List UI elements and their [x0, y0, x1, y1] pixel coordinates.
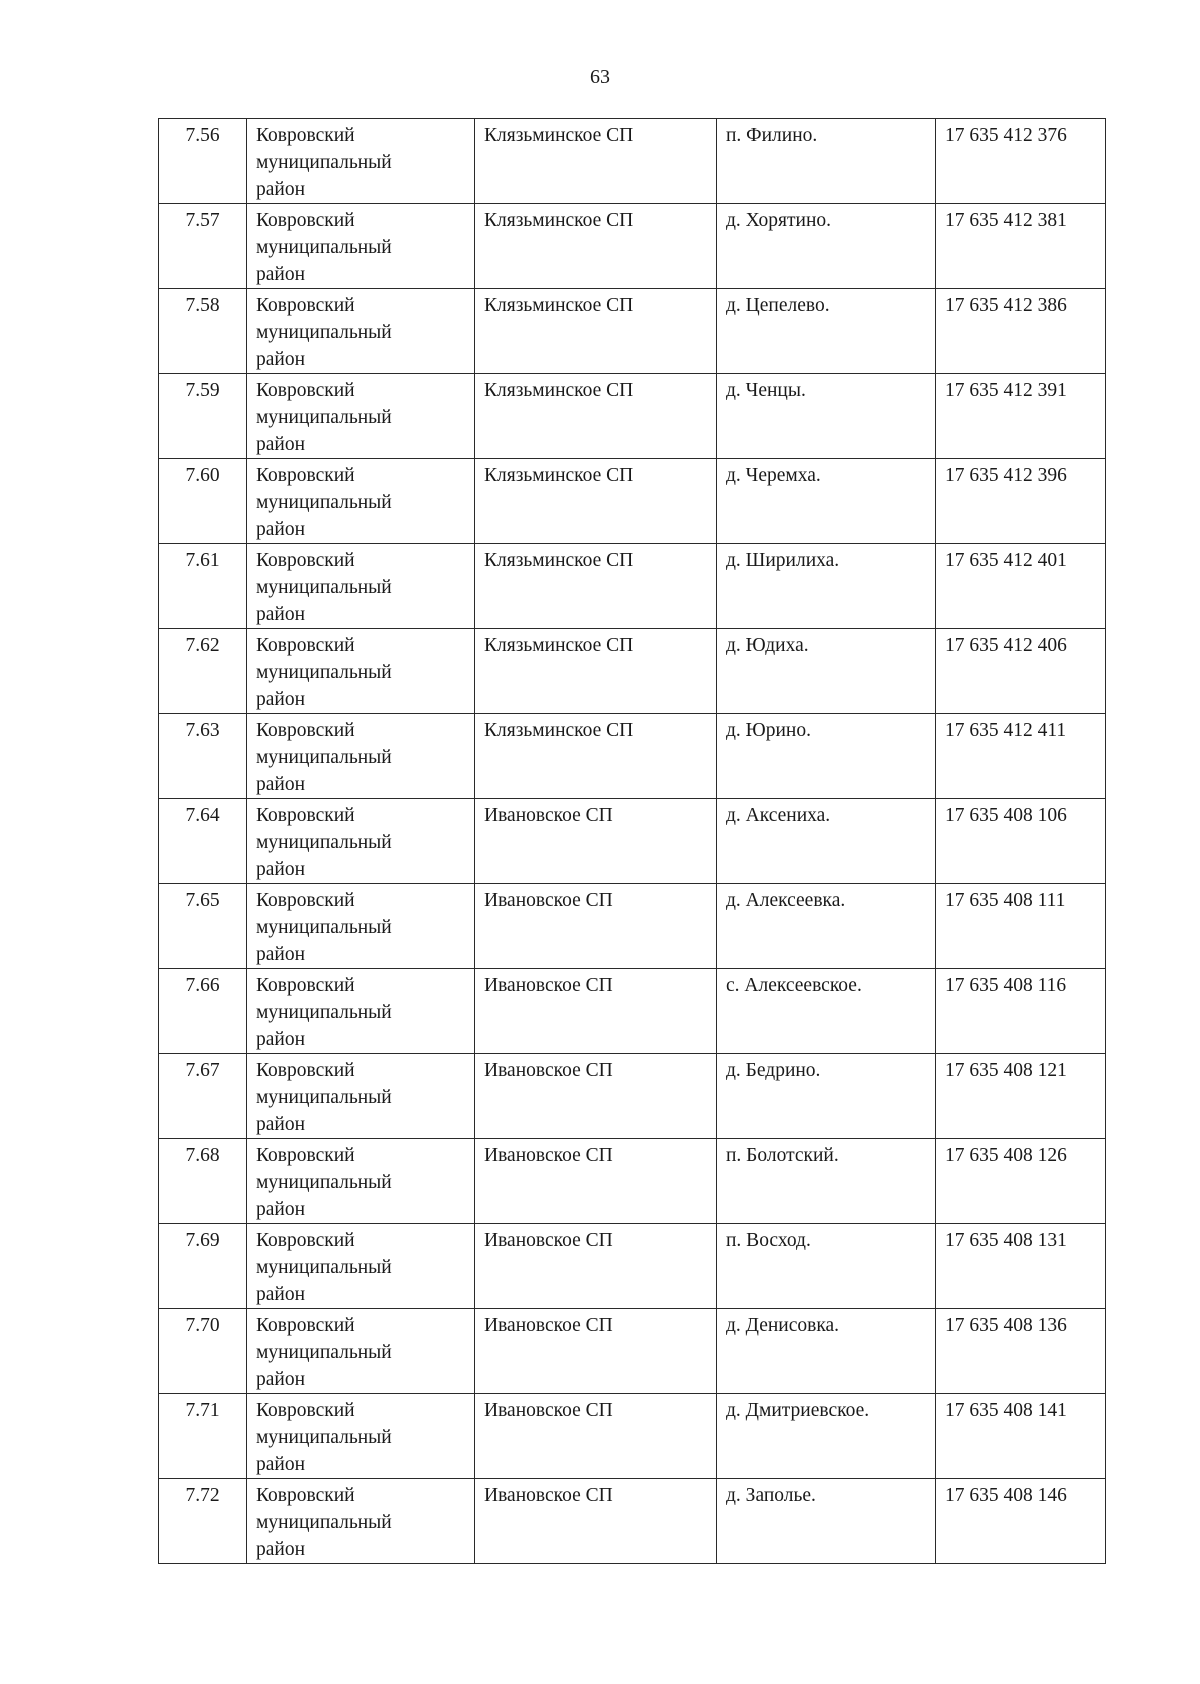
row-number-cell: 7.71: [159, 1394, 247, 1479]
oktmo-code-cell: 17 635 408 116: [936, 969, 1106, 1054]
district-line: район: [256, 859, 306, 880]
oktmo-code-cell: 17 635 412 396: [936, 459, 1106, 544]
row-number-cell: 7.66: [159, 969, 247, 1054]
district-line: Ковровский: [256, 1145, 355, 1166]
district-cell: [247, 714, 475, 799]
oktmo-code-cell: 17 635 408 111: [936, 884, 1106, 969]
district-line: муниципальный: [256, 747, 392, 768]
settlement-cell: Ивановское СП: [475, 1224, 717, 1309]
district-line: Ковровский: [256, 210, 355, 231]
district-line: муниципальный: [256, 577, 392, 598]
table-row: [159, 629, 1106, 714]
locality-cell: д. Хорятино.: [717, 204, 936, 289]
district-line: Ковровский: [256, 125, 355, 146]
row-number-cell: 7.72: [159, 1479, 247, 1564]
row-number-cell: 7.65: [159, 884, 247, 969]
table-row: [159, 1054, 1106, 1139]
district-line: Ковровский: [256, 295, 355, 316]
table-row: [159, 1394, 1106, 1479]
row-number-cell: 7.68: [159, 1139, 247, 1224]
settlement-cell: Клязьминское СП: [475, 374, 717, 459]
row-number-cell: 7.60: [159, 459, 247, 544]
district-line: район: [256, 434, 306, 455]
settlement-cell: Ивановское СП: [475, 1479, 717, 1564]
settlement-cell: Клязьминское СП: [475, 459, 717, 544]
district-line: муниципальный: [256, 1087, 392, 1108]
district-line: район: [256, 604, 306, 625]
oktmo-code-cell: 17 635 412 411: [936, 714, 1106, 799]
table-row: [159, 884, 1106, 969]
district-line: район: [256, 349, 306, 370]
district-line: район: [256, 264, 306, 285]
district-line: Ковровский: [256, 465, 355, 486]
district-cell: [247, 969, 475, 1054]
district-line: район: [256, 1454, 306, 1475]
table-row: [159, 289, 1106, 374]
row-number-cell: 7.62: [159, 629, 247, 714]
district-line: район: [256, 1114, 306, 1135]
settlement-cell: Клязьминское СП: [475, 544, 717, 629]
row-number-cell: 7.61: [159, 544, 247, 629]
district-line: муниципальный: [256, 1342, 392, 1363]
district-line: Ковровский: [256, 1315, 355, 1336]
table-row: [159, 714, 1106, 799]
row-number-cell: 7.58: [159, 289, 247, 374]
row-number-cell: 7.59: [159, 374, 247, 459]
oktmo-code-cell: 17 635 408 141: [936, 1394, 1106, 1479]
row-number-cell: 7.70: [159, 1309, 247, 1394]
settlements-table: [158, 118, 1106, 1564]
row-number-cell: 7.63: [159, 714, 247, 799]
district-line: Ковровский: [256, 1400, 355, 1421]
table-row: [159, 204, 1106, 289]
row-number-cell: 7.56: [159, 119, 247, 204]
table-row: [159, 544, 1106, 629]
locality-cell: п. Восход.: [717, 1224, 936, 1309]
district-line: муниципальный: [256, 492, 392, 513]
district-cell: [247, 204, 475, 289]
district-cell: [247, 629, 475, 714]
district-line: район: [256, 1369, 306, 1390]
district-line: муниципальный: [256, 662, 392, 683]
locality-cell: д. Денисовка.: [717, 1309, 936, 1394]
district-line: район: [256, 1029, 306, 1050]
oktmo-code-cell: 17 635 412 381: [936, 204, 1106, 289]
district-line: муниципальный: [256, 1257, 392, 1278]
district-cell: [247, 1054, 475, 1139]
oktmo-code-cell: 17 635 412 386: [936, 289, 1106, 374]
locality-cell: д. Юрино.: [717, 714, 936, 799]
district-cell: [247, 1309, 475, 1394]
district-line: район: [256, 1199, 306, 1220]
settlement-cell: Клязьминское СП: [475, 119, 717, 204]
district-line: Ковровский: [256, 890, 355, 911]
settlement-cell: Ивановское СП: [475, 1394, 717, 1479]
oktmo-code-cell: 17 635 412 376: [936, 119, 1106, 204]
oktmo-code-cell: 17 635 412 406: [936, 629, 1106, 714]
district-cell: [247, 374, 475, 459]
settlement-cell: Ивановское СП: [475, 799, 717, 884]
district-line: муниципальный: [256, 1172, 392, 1193]
district-cell: [247, 289, 475, 374]
district-line: Ковровский: [256, 1060, 355, 1081]
settlement-cell: Ивановское СП: [475, 1054, 717, 1139]
settlements-table-body: [159, 119, 1106, 1564]
district-cell: [247, 459, 475, 544]
table-row: [159, 969, 1106, 1054]
oktmo-code-cell: 17 635 408 146: [936, 1479, 1106, 1564]
locality-cell: д. Юдиха.: [717, 629, 936, 714]
district-line: Ковровский: [256, 635, 355, 656]
district-line: район: [256, 1539, 306, 1560]
oktmo-code-cell: 17 635 412 401: [936, 544, 1106, 629]
district-line: Ковровский: [256, 1230, 355, 1251]
settlement-cell: Клязьминское СП: [475, 629, 717, 714]
oktmo-code-cell: 17 635 408 126: [936, 1139, 1106, 1224]
settlement-cell: Ивановское СП: [475, 884, 717, 969]
oktmo-code-cell: 17 635 408 106: [936, 799, 1106, 884]
settlement-cell: Клязьминское СП: [475, 204, 717, 289]
district-cell: [247, 119, 475, 204]
locality-cell: д. Цепелево.: [717, 289, 936, 374]
district-line: район: [256, 944, 306, 965]
district-line: Ковровский: [256, 380, 355, 401]
oktmo-code-cell: 17 635 412 391: [936, 374, 1106, 459]
district-line: муниципальный: [256, 1512, 392, 1533]
district-cell: [247, 799, 475, 884]
row-number-cell: 7.57: [159, 204, 247, 289]
settlement-cell: Ивановское СП: [475, 969, 717, 1054]
district-line: Ковровский: [256, 550, 355, 571]
district-line: район: [256, 179, 306, 200]
district-line: муниципальный: [256, 832, 392, 853]
table-row: [159, 119, 1106, 204]
district-line: муниципальный: [256, 917, 392, 938]
settlement-cell: Клязьминское СП: [475, 289, 717, 374]
district-line: Ковровский: [256, 720, 355, 741]
settlement-cell: Ивановское СП: [475, 1309, 717, 1394]
settlement-cell: Ивановское СП: [475, 1139, 717, 1224]
district-cell: [247, 1394, 475, 1479]
table-row: [159, 799, 1106, 884]
locality-cell: д. Дмитриевское.: [717, 1394, 936, 1479]
district-line: муниципальный: [256, 322, 392, 343]
locality-cell: д. Бедрино.: [717, 1054, 936, 1139]
table-row: [159, 374, 1106, 459]
row-number-cell: 7.67: [159, 1054, 247, 1139]
row-number-cell: 7.69: [159, 1224, 247, 1309]
district-line: район: [256, 1284, 306, 1305]
locality-cell: п. Филино.: [717, 119, 936, 204]
locality-cell: д. Заполье.: [717, 1479, 936, 1564]
district-cell: [247, 1479, 475, 1564]
district-line: Ковровский: [256, 975, 355, 996]
table-row: [159, 1479, 1106, 1564]
locality-cell: п. Болотский.: [717, 1139, 936, 1224]
table-row: [159, 1139, 1106, 1224]
district-cell: [247, 1139, 475, 1224]
district-cell: [247, 1224, 475, 1309]
locality-cell: с. Алексеевское.: [717, 969, 936, 1054]
table-row: [159, 459, 1106, 544]
locality-cell: д. Ченцы.: [717, 374, 936, 459]
table-row: [159, 1224, 1106, 1309]
oktmo-code-cell: 17 635 408 136: [936, 1309, 1106, 1394]
locality-cell: д. Ширилиха.: [717, 544, 936, 629]
locality-cell: д. Черемха.: [717, 459, 936, 544]
table-row: [159, 1309, 1106, 1394]
district-line: муниципальный: [256, 237, 392, 258]
row-number-cell: 7.64: [159, 799, 247, 884]
district-cell: [247, 544, 475, 629]
district-line: Ковровский: [256, 805, 355, 826]
locality-cell: д. Алексеевка.: [717, 884, 936, 969]
district-line: район: [256, 774, 306, 795]
locality-cell: д. Аксениха.: [717, 799, 936, 884]
oktmo-code-cell: 17 635 408 121: [936, 1054, 1106, 1139]
page-number: 63: [590, 66, 610, 88]
district-line: район: [256, 689, 306, 710]
settlement-cell: Клязьминское СП: [475, 714, 717, 799]
district-line: муниципальный: [256, 1427, 392, 1448]
district-cell: [247, 884, 475, 969]
district-line: Ковровский: [256, 1485, 355, 1506]
district-line: район: [256, 519, 306, 540]
oktmo-code-cell: 17 635 408 131: [936, 1224, 1106, 1309]
district-line: муниципальный: [256, 407, 392, 428]
district-line: муниципальный: [256, 1002, 392, 1023]
district-line: муниципальный: [256, 152, 392, 173]
